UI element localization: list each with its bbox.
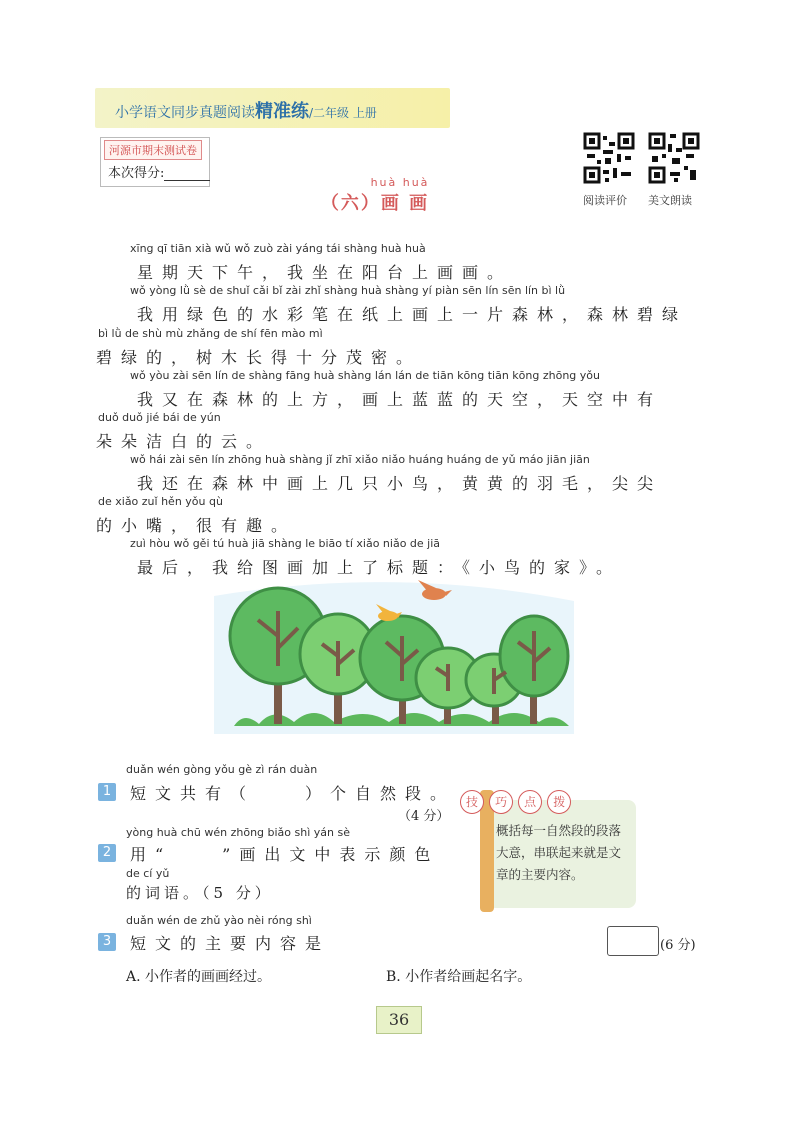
tip-char-4: 拨 (547, 790, 571, 814)
option-a[interactable]: A. 小作者的画画经过。 (126, 969, 272, 985)
q1-score: （4 分） (398, 809, 450, 824)
passage-pinyin-1: xīng qī tiān xià wǔ wǒ zuò zài yáng tái shàng huà huà (130, 242, 426, 255)
title-text: 画 画 (380, 193, 430, 214)
series-title: 小学语文同步真题阅读 (115, 105, 255, 121)
q2-text: 用“ ”画出文中表示颜色 (130, 845, 440, 864)
forest-with-birds-icon (214, 576, 574, 734)
passage-line-2: 我用绿色的水彩笔在纸上画上一片森林，森林碧绿 (112, 305, 688, 324)
passage-line-7: 的小嘴，很有趣。 (96, 516, 297, 535)
q1-text: 短文共有（ ）个自然段。 (130, 784, 456, 803)
q1-pinyin: duǎn wén gòng yǒu gè zì rán duàn (126, 763, 318, 776)
q2-text-2: 的词语。（5 分） (126, 884, 274, 902)
score-label: 本次得分: (108, 166, 165, 181)
passage-line-5: 朵朵洁白的云。 (96, 432, 272, 451)
tip-char-3: 点 (518, 790, 542, 814)
qr-label-reading: 阅读评价 (583, 194, 627, 207)
q3-number: 3 (98, 933, 116, 951)
q3-answer-box[interactable] (607, 926, 659, 956)
passage-pinyin-7: de xiǎo zuǐ hěn yǒu qù (98, 495, 223, 508)
passage-pinyin-2: wǒ yòng lǜ sè de shuǐ cǎi bǐ zài zhǐ shàng huà shàng yí piàn sēn lín sēn lín bì lǜ (130, 284, 566, 297)
q1-number: 1 (98, 783, 116, 801)
option-b[interactable]: B. 小作者给画起名字。 (386, 969, 532, 985)
passage-line-6: 我还在森林中画上几只小鸟，黄黄的羽毛，尖尖 (112, 474, 663, 493)
page-number: 36 (376, 1006, 422, 1034)
lesson-title (300, 176, 450, 215)
q3-score: (6 分) (660, 938, 696, 953)
tip-char-1: 技 (460, 790, 484, 814)
forest-illustration (214, 576, 574, 738)
series-banner (95, 88, 450, 128)
q2-pinyin: yòng huà chū wén zhōng biǎo shì yán sè (126, 826, 350, 839)
passage-line-1: 星期天下午，我坐在阳台上画画。 (112, 263, 513, 282)
passage-line-4: 我又在森林的上方，画上蓝蓝的天空，天空中有 (112, 390, 663, 409)
tip-heading (460, 770, 571, 814)
score-field (108, 162, 210, 181)
tip-text: 概括每一自然段的段落大意，串联起来就是文章的主要内容。 (496, 823, 622, 882)
title-number: （六） (320, 193, 381, 214)
qr-code-icon (648, 132, 700, 184)
q3-pinyin: duǎn wén de zhǔ yào nèi róng shì (126, 914, 312, 927)
series-emphasis: 精准练 (255, 101, 309, 122)
passage-pinyin-5: duǒ duǒ jié bái de yún (98, 411, 221, 424)
passage-line-8: 最后，我给图画加上了标题：《小鸟的家》。 (112, 558, 622, 577)
title-pinyin: huà huà (370, 176, 430, 189)
grade-label: /二年级 上册 (309, 106, 377, 120)
passage-pinyin-3: bì lǜ de shù mù zhǎng de shí fēn mào mì (98, 327, 323, 340)
qr-code-icon (583, 132, 635, 184)
passage-line-3: 碧绿的，树木长得十分茂密。 (96, 348, 422, 367)
passage-pinyin-4: wǒ yòu zài sēn lín de shàng fāng huà shàng lán lán de tiān kōng tiān kōng zhōng yǒu (130, 369, 600, 382)
passage-pinyin-8: zuì hòu wǒ gěi tú huà jiā shàng le biāo tí xiǎo niǎo de jiā (130, 537, 441, 550)
tip-char-2: 巧 (489, 790, 513, 814)
qr-code-reading (583, 132, 635, 188)
q2-number: 2 (98, 844, 116, 862)
q3-text: 短文的主要内容是 (130, 934, 331, 953)
q2-pinyin-2: de cí yǔ (126, 867, 170, 880)
passage-pinyin-6: wǒ hái zài sēn lín zhōng huà shàng jǐ zhī xiǎo niǎo huáng huáng de yǔ máo jiān jiān (130, 453, 590, 466)
score-blank (164, 168, 210, 181)
qr-label-listening: 美文朗读 (648, 194, 692, 207)
qr-code-listening (648, 132, 700, 188)
exam-tag: 河源市期末测试卷 (104, 140, 202, 160)
